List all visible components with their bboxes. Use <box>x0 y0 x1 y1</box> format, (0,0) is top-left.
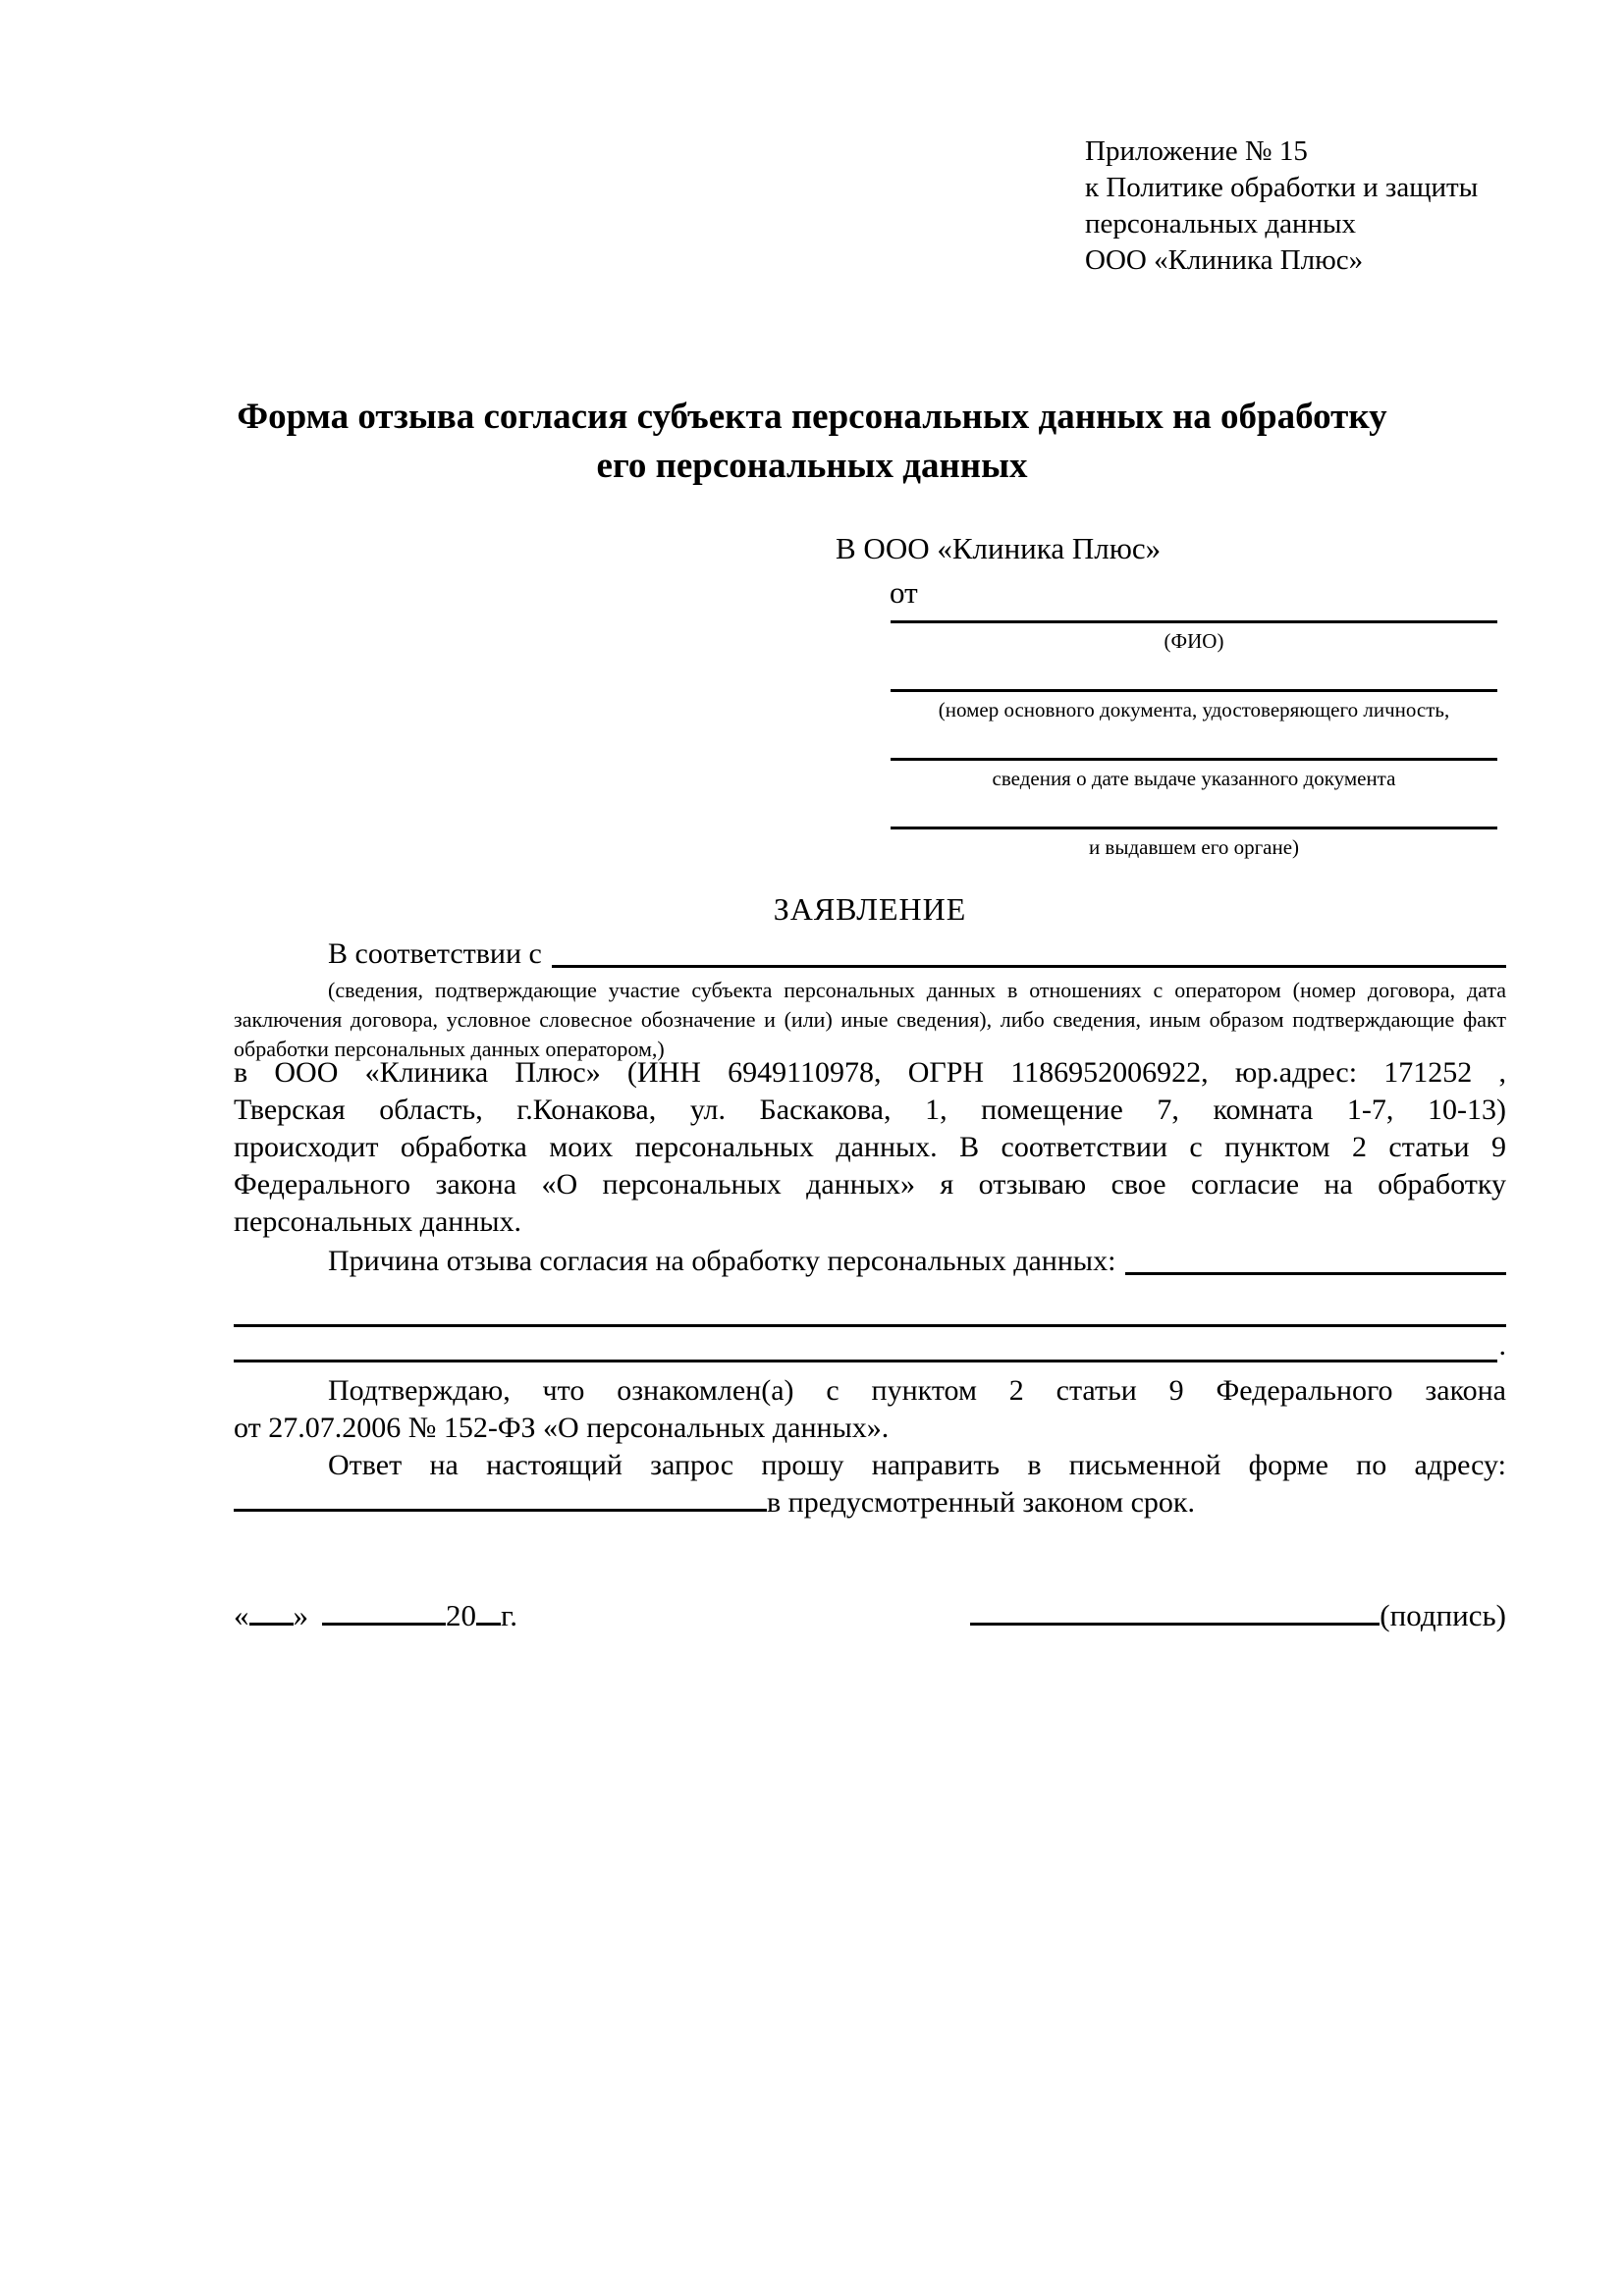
statement-footnote <box>234 976 1506 1064</box>
address-blank-line <box>234 1509 767 1512</box>
statement-heading: ЗАЯВЛЕНИЕ <box>773 891 967 927</box>
footnote-line: (сведения, подтверждающие участие субъекта персональных данных в отношениях с оператором (номер договора, дата <box>328 978 1506 1002</box>
fio-caption: (ФИО) <box>1164 629 1224 653</box>
reason-blank-line <box>1125 1272 1506 1275</box>
confirm-line: от 27.07.2006 № 152-ФЗ «О персональных данных». <box>234 1412 890 1444</box>
day-blank-line <box>249 1623 294 1626</box>
intro-blank-line <box>552 965 1506 968</box>
confirm-line: Подтверждаю, что ознакомлен(а) с пунктом 2 статьи 9 Федерального закона <box>328 1374 1506 1407</box>
body-line: в ООО «Клиника Плюс» (ИНН 6949110978, ОГРН 1186952006922, юр.адрес: 171252 , <box>234 1056 1506 1089</box>
year-prefix: 20 <box>446 1598 476 1632</box>
reason-label: Причина отзыва согласия на обработку персональных данных: <box>328 1245 1116 1277</box>
year-suffix: г. <box>501 1598 517 1632</box>
reason-blank-line-3 <box>234 1323 1506 1362</box>
issue-date-field <box>891 758 1497 791</box>
annex-note-line: персональных данных <box>1085 208 1357 240</box>
reply-address-row <box>234 1484 1506 1522</box>
year-blank-line <box>476 1623 501 1626</box>
statement-intro <box>234 934 1506 974</box>
signoff-row <box>234 1596 1506 1635</box>
document-title-line: его персональных данных <box>596 446 1028 486</box>
body-line: происходит обработка моих персональных данных. В соответствии с пунктом 2 статьи 9 <box>234 1131 1506 1163</box>
fio-field <box>891 620 1497 654</box>
annex-note <box>1085 133 1478 279</box>
quote-open: « <box>234 1598 249 1632</box>
recipient-organization: В ООО «Клиника Плюс» <box>836 531 1162 565</box>
document-title-line: Форма отзыва согласия субъекта персональных данных на обработку <box>237 397 1387 437</box>
signature-group <box>970 1596 1506 1635</box>
issuing-authority-caption: и выдавшем его органе) <box>1088 835 1300 859</box>
quote-close: » <box>293 1598 308 1632</box>
footnote-line: заключения договора, условное словесное обозначение и (или) иные сведения), либо сведения, иным образом подтверждающие факт <box>234 1007 1506 1032</box>
date-blank-group <box>234 1596 517 1635</box>
reply-line: Ответ на настоящий запрос прошу направить в письменной форме по адресу: <box>328 1449 1506 1481</box>
document-title <box>175 393 1449 491</box>
id-document-field <box>891 689 1497 722</box>
annex-note-line: к Политике обработки и защиты <box>1085 172 1479 203</box>
annex-note-line: Приложение № 15 <box>1085 135 1308 167</box>
intro-prefix: В соответствии с <box>328 937 542 970</box>
reply-line-suffix: в предусмотренный законом срок. <box>767 1486 1195 1519</box>
body-line: Тверская область, г.Конакова, ул. Баскакова, 1, помещение 7, комната 1-7, 10-13) <box>234 1094 1506 1126</box>
statement-body <box>234 1054 1506 1241</box>
reason-blank-line-3-rule <box>234 1360 1497 1362</box>
from-label: от <box>890 575 918 610</box>
footnote-line: обработки персональных данных оператором,) <box>234 1037 665 1061</box>
body-line: персональных данных. <box>234 1205 522 1238</box>
period: . <box>1498 1329 1506 1362</box>
reason-blank-line-2 <box>234 1286 1506 1327</box>
closing-paragraphs <box>234 1372 1506 1522</box>
reason-row <box>234 1243 1506 1280</box>
body-line: Федерального закона «О персональных данных» я отзываю свое согласие на обработку <box>234 1168 1506 1201</box>
annex-note-line: ООО «Клиника Плюс» <box>1085 244 1364 276</box>
issue-date-caption: сведения о дате выдаче указанного документа <box>992 767 1396 790</box>
month-blank-line <box>322 1623 446 1626</box>
id-document-caption: (номер основного документа, удостоверяющего личность, <box>938 698 1450 721</box>
issuing-authority-field <box>891 827 1497 860</box>
signature-blank-line <box>970 1623 1380 1626</box>
signature-caption: (подпись) <box>1380 1598 1506 1632</box>
